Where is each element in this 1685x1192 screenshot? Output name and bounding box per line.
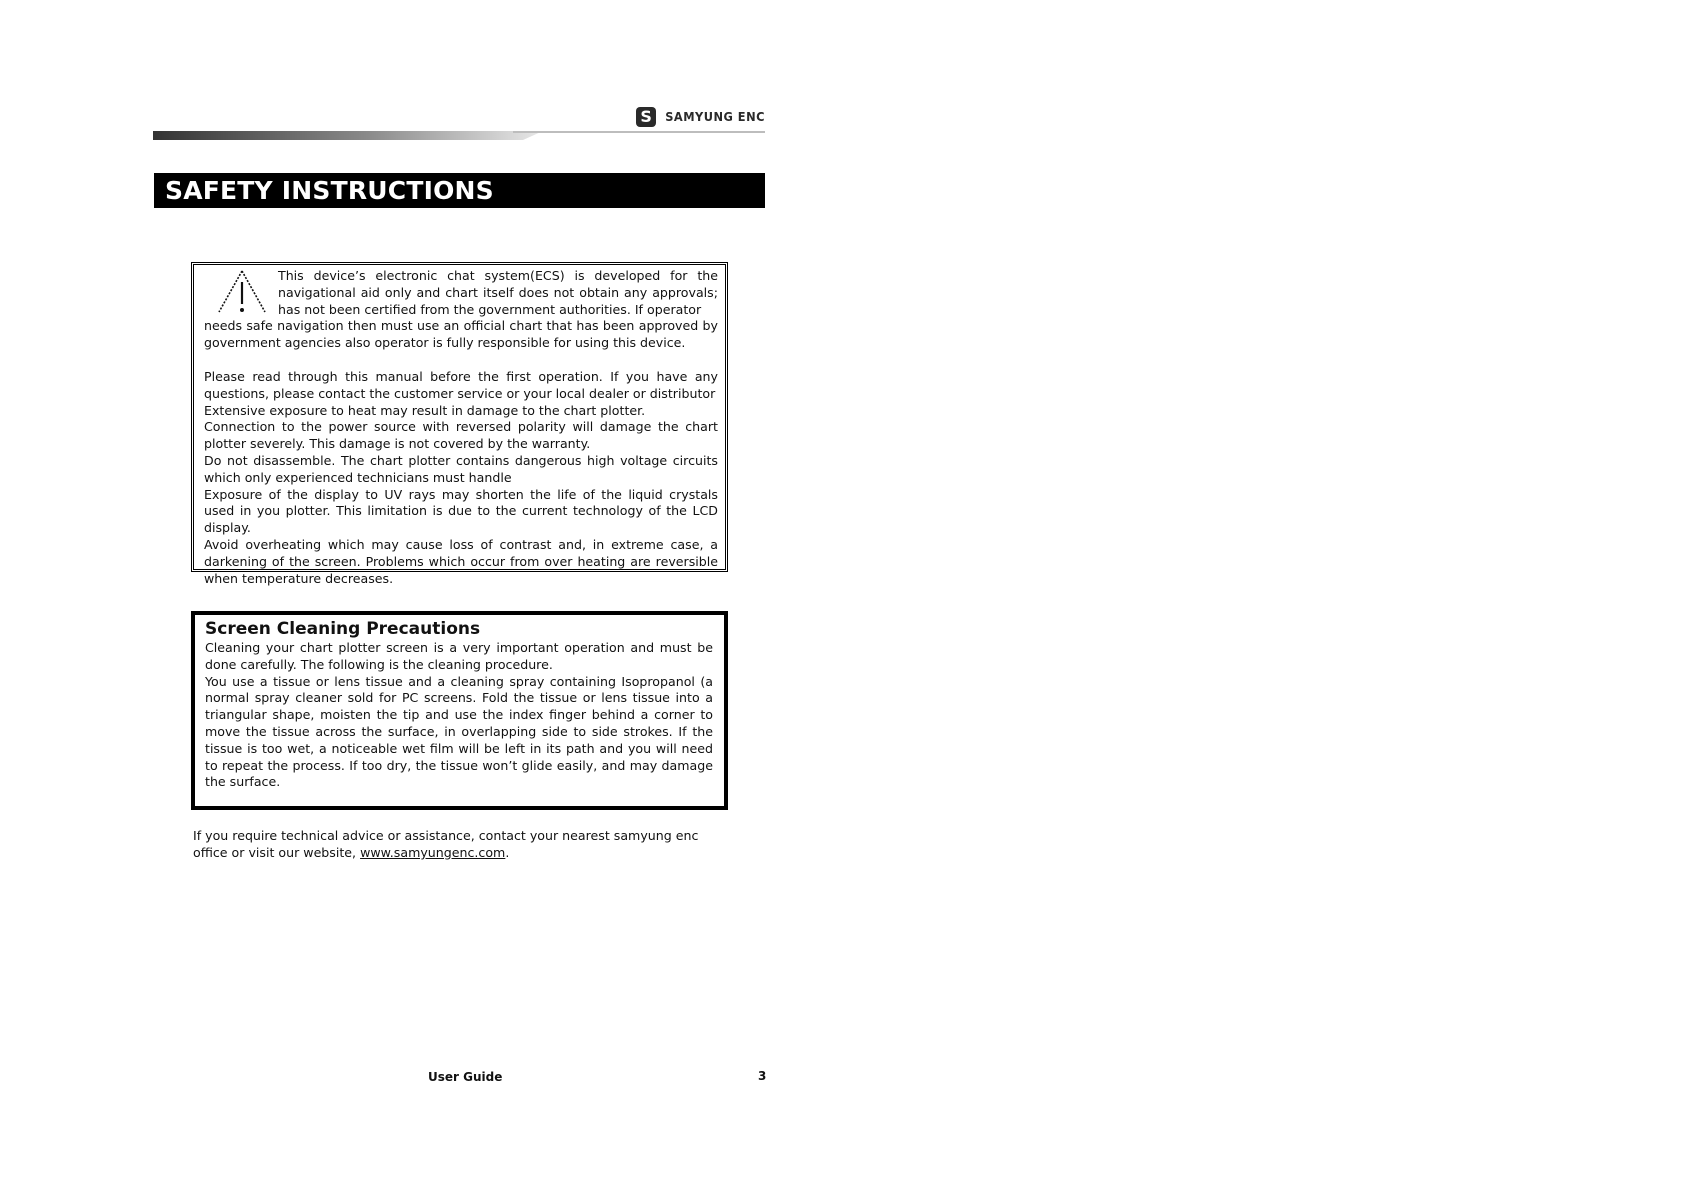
safety-intro: This device’s electronic chat system(ECS) is developed for the navigational aid only and chart itself does not obtain any approvals; has not been certified from the government authorities. If operator	[278, 268, 718, 317]
cleaning-precautions-box	[191, 611, 728, 810]
logo-text: SAMYUNG ENC	[665, 110, 765, 124]
safety-paragraph-5: Exposure of the display to UV rays may shorten the life of the liquid crystals used in you plotter. This limitation is due to the current technology of the LCD display.	[204, 486, 718, 536]
page-number: 3	[758, 1069, 767, 1083]
safety-text	[204, 268, 718, 587]
contact-paragraph	[193, 827, 733, 861]
contact-text: If you require technical advice or assistance, contact your nearest samyung enc office or visit our website,	[193, 828, 699, 860]
safety-warning-box	[191, 262, 728, 586]
cleaning-title: Screen Cleaning Precautions	[205, 619, 481, 639]
safety-paragraph-1: Please read through this manual before the first operation. If you have any questions, please contact the customer service or your local dealer or distributor	[204, 368, 718, 401]
company-logo	[636, 106, 765, 128]
logo-mark-icon: S	[636, 107, 656, 127]
safety-intro-rest: needs safe navigation then must use an official chart that has been approved by government agencies also operator is fully responsible for using this device.	[204, 318, 718, 351]
cleaning-paragraph-2: You use a tissue or lens tissue and a cleaning spray containing Isopropanol (a normal spray cleaner sold for PC screens. Fold the tissue or lens tissue into a triangular shape, moisten the tip and use the index finger behind a corner to move the tissue across the surface, in overlapping side to side strokes. If the tissue is too wet, a noticeable wet film will be left in its path and you will need to repeat the process. If too dry, the tissue won’t glide easily, and may damage the surface.	[205, 673, 713, 790]
page-header	[153, 106, 765, 142]
safety-paragraph-4: Do not disassemble. The chart plotter contains dangerous high voltage circuits which only experienced technicians must handle	[204, 452, 718, 485]
cleaning-paragraph-1: Cleaning your chart plotter screen is a very important operation and must be done carefully. The following is the cleaning procedure.	[205, 640, 713, 672]
safety-paragraph-3: Connection to the power source with reversed polarity will damage the chart plotter severely. This damage is not covered by the warranty.	[204, 419, 718, 452]
safety-paragraph-2: Extensive exposure to heat may result in damage to the chart plotter.	[204, 402, 646, 418]
contact-end: .	[505, 845, 510, 860]
page-title: SAFETY INSTRUCTIONS	[165, 176, 494, 205]
footer-guide-label: User Guide	[428, 1070, 503, 1084]
section-title-bar	[154, 173, 765, 208]
safety-paragraph-6: Avoid overheating which may cause loss of contrast and, in extreme case, a darkening of the screen. Problems which occur from over heating are reversible when temperature decreases.	[204, 536, 718, 586]
header-rule	[153, 130, 765, 140]
website-link[interactable]: www.samyungenc.com	[360, 845, 506, 860]
